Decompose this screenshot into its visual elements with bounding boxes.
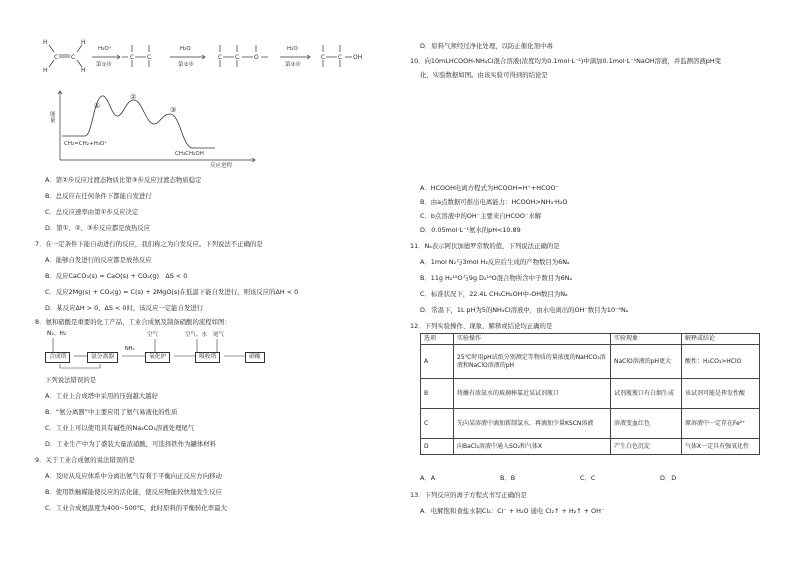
step1-label: 第①步 xyxy=(96,62,112,68)
reaction-scheme xyxy=(40,30,370,80)
flow-arrows xyxy=(45,330,335,370)
svg-text:C: C xyxy=(71,54,76,61)
svg-text:O: O xyxy=(254,54,259,61)
table-cell: 气体X一定具有强氧化性 xyxy=(682,439,760,455)
q11-option-c: C．标准状况下，22.4L CH₃CH₂OH中-OH数目为Nₐ xyxy=(420,290,568,298)
flow-box-oxidizer: 氧化炉 xyxy=(145,352,170,363)
svg-text:C: C xyxy=(54,54,59,61)
q13-option-a: A．电解饱和食盐水制Cl₂：Cl⁻ + H₂O 通电 Cl₂↑ + H₂↑ + OH⁻ xyxy=(420,507,605,515)
flow-air-1: 空气 xyxy=(147,332,159,338)
table-header: 实验现象 xyxy=(611,334,682,345)
table-header: 实验操作 xyxy=(454,334,611,345)
q8-option-a: A．工业上合成塔中采用的压强越大越好 xyxy=(45,392,159,400)
q9-option-c: C．工业合成氨温度为400~500℃，此时原料的平衡转化率最大 xyxy=(45,504,227,512)
energy-diagram xyxy=(50,88,260,168)
table-cell: 25℃时用pH试纸分别测定等物质的量浓度的NaHCO₃溶液和NaClO溶液的pH xyxy=(454,345,611,379)
svg-text:C: C xyxy=(235,54,240,61)
start-label: CH₂=CH₂+H₃O⁺ xyxy=(64,141,108,147)
table-row xyxy=(421,379,760,409)
flow-box-synthesis: 合成塔 xyxy=(45,352,70,363)
table-header: 解释或结论 xyxy=(682,334,760,345)
q8-option-b: B．“氨分离器”中主要应用了氨气易液化的性质 xyxy=(45,408,178,416)
q8-option-d: D．工业生产中为了盛装大量浓硝酸，可选择铁作为罐体材料 xyxy=(45,440,217,448)
table-row xyxy=(421,345,760,379)
table-cell: 酸性：H₂CO₃>HClO xyxy=(682,345,760,379)
q6-option-b: B．总反应在任何条件下都能自发进行 xyxy=(45,192,152,200)
table-cell: D xyxy=(421,439,454,455)
flow-nh3: NH₃ xyxy=(125,346,135,352)
q10-option-a: A．HCOOH电离方程式为HCOOH=H⁺+HCOO⁻ xyxy=(420,184,559,192)
flow-input: N₂、H₂ xyxy=(47,331,67,337)
flow-diagram xyxy=(45,330,335,370)
table-row xyxy=(421,439,760,455)
end-label: CH₃CH₂OH xyxy=(175,151,204,157)
q11-option-b: B．11g H₂¹⁸O与9g D₂¹⁶O混合物所含中子数目为6Nₐ xyxy=(420,274,572,282)
q12-stem: 12．下列实验操作、现象、解释或结论均正确的是 xyxy=(410,322,553,330)
flow-air-2: 空气、水 xyxy=(185,332,208,338)
table-cell: A xyxy=(421,345,454,379)
step2-label: 第②步 xyxy=(178,62,194,68)
table-cell: B xyxy=(421,379,454,409)
table-cell: 原溶液中一定存在Fe²⁺ xyxy=(682,409,760,439)
q6-option-d: D．第①、②、③步反应都是放热反应 xyxy=(45,224,151,232)
table-cell: 试剂瓶瓶口有白烟生成 xyxy=(611,379,682,409)
table-cell: NaClO溶液的pH更大 xyxy=(611,345,682,379)
q10-stem-2: 化，实验数据如图。由该实验可得到的结论是 xyxy=(420,71,548,79)
ph-chart xyxy=(415,84,545,176)
q7-option-c: C．反应2Mg(s) + CO₂(g) = C(s) + 2MgO(s)在低温下能自发进行，则该反应的ΔH < 0 xyxy=(45,288,299,296)
q12-answer-c: C．C xyxy=(580,474,596,482)
table-cell: 产生白色沉淀 xyxy=(611,439,682,455)
q7-option-b: B．反应CaCO₃(s) = CaO(s) + CO₂(g) ΔS < 0 xyxy=(45,272,188,280)
flow-box-nitric: 硝酸 xyxy=(245,352,265,363)
peak-2: ② xyxy=(130,93,137,101)
q8-option-c: C．工业上可以使用具有碱性的Na₂CO₃溶液处理尾气 xyxy=(45,424,195,432)
table-cell: 溶液变血红色 xyxy=(611,409,682,439)
table-cell: 该试剂可能是挥发性酸 xyxy=(682,379,760,409)
svg-text:H: H xyxy=(81,39,86,46)
q8-sub: 下列说法错误的是 xyxy=(45,376,97,384)
q10-option-b: B．由a点数据可推出电离能力：HCOOH>NH₃·H₂O xyxy=(420,198,568,206)
q11-stem: 11．Nₐ表示阿伏加德罗常数的值，下列说法正确的是 xyxy=(410,242,560,250)
q9-stem: 9．关于工业合成氨的说法错误的是 xyxy=(35,456,135,464)
table-header-row xyxy=(421,334,760,345)
x-axis-label: 反应进程 xyxy=(210,163,233,168)
svg-text:C: C xyxy=(218,54,223,61)
step2-reagent: H₂O xyxy=(180,46,191,52)
q6-option-c: C．总反应速率由第①步反应决定 xyxy=(45,208,139,216)
svg-text:H: H xyxy=(43,39,48,46)
svg-text:H: H xyxy=(43,67,48,74)
table-header: 选项 xyxy=(421,334,454,345)
flow-tail: 尾气 xyxy=(213,332,225,338)
q10-option-c: C．b点溶液中的OH⁻主要来自HCOO⁻水解 xyxy=(420,212,542,220)
q6-option-a: A．第②步反应过渡态物质比第③步反应过渡态物质稳定 xyxy=(45,176,202,184)
q12-table xyxy=(420,333,760,455)
table-cell: C xyxy=(421,409,454,439)
q12-answer-b: B．B xyxy=(500,474,516,482)
peak-3: ③ xyxy=(170,106,177,114)
product-oh: OH xyxy=(353,54,363,61)
q7-option-a: A．能够自发进行的反应都是放热反应 xyxy=(45,256,152,264)
table-row xyxy=(421,409,760,439)
svg-text:H: H xyxy=(81,67,86,74)
svg-text:C: C xyxy=(130,54,135,61)
table-cell: 向BaCl₂溶液中通入SO₂和气体X xyxy=(454,439,611,455)
q9-option-b: B．使用铁触媒能使反应的活化能，使反应物能较快地发生反应 xyxy=(45,488,222,496)
q13-stem: 13．下列反应的离子方程式书写正确的是 xyxy=(410,491,527,499)
q8-stem: 8．氨和硝酸是重要的化工产品，工业合成氨及制备硝酸的流程如图： xyxy=(35,318,231,326)
q12-answer-a: A．A xyxy=(420,474,436,482)
q7-option-d: D．某反应ΔH > 0、ΔS < 0时，该反应一定能自发进行 xyxy=(45,304,204,312)
flow-box-absorber: 吸收塔 xyxy=(195,352,220,363)
peak-1: ① xyxy=(94,102,101,110)
svg-text:C: C xyxy=(321,54,326,61)
table-cell: 将蘸有浓氨水的玻璃棒靠近某试剂瓶口 xyxy=(454,379,611,409)
svg-text:C: C xyxy=(147,54,152,61)
step3-label: 第③步 xyxy=(285,62,301,68)
q10-option-d: D．0.05mol·L⁻¹氨水的pH<10.89 xyxy=(420,226,521,234)
svg-text:C: C xyxy=(338,54,343,61)
step3-reagent: H₂O xyxy=(287,46,298,52)
y-axis-label: 能量 xyxy=(50,112,56,124)
q11-option-a: A．1mol N₂与3mol H₂反应后生成的产物数目为6Nₐ xyxy=(420,258,570,266)
table-cell: 先向某溶液中滴加新制氯水，再滴加少量KSCN溶液 xyxy=(454,409,611,439)
q9-option-a: A．及时从反应体系中分离出氨气有利于平衡向正反应方向移动 xyxy=(45,472,222,480)
flow-box-separator: 氨分离器 xyxy=(87,352,118,363)
q9-option-d: D．原料气须经过净化处理，以防止催化剂中毒 xyxy=(420,42,553,50)
step1-reagent: H₃O⁺ xyxy=(98,46,112,52)
q11-option-d: D．常温下，1L pH为5的NH₄Cl溶液中，由水电离出的OH⁻数目为10⁻⁹Nₐ xyxy=(420,306,629,314)
q10-stem-1: 10．向10mLHCOOH-NH₄Cl混合溶液(浓度均为0.1mol·L⁻¹)中滴加0.1mol·L⁻¹NaOH溶液，并监测溶液pH变 xyxy=(410,57,722,65)
q7-stem: 7．在一定条件下能自动进行的反应，我们称之为自发反应。下列说法不正确的是 xyxy=(35,240,263,248)
q12-answer-d: D．D xyxy=(660,474,677,482)
